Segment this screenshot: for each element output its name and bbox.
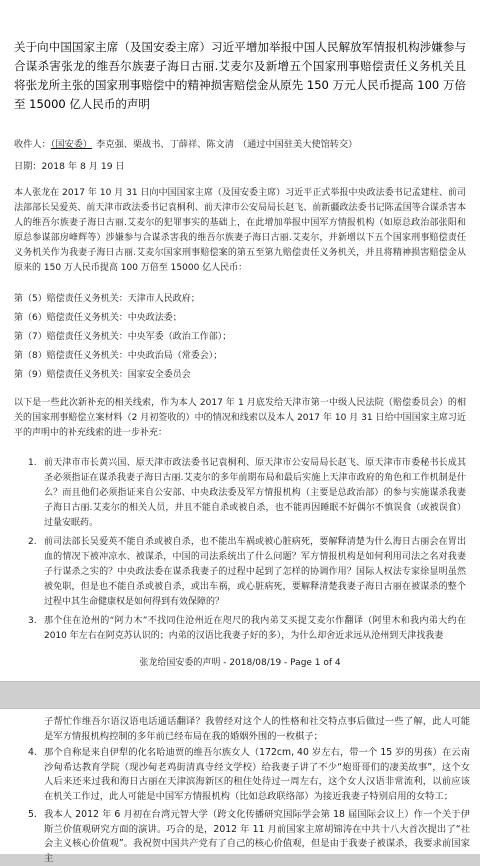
- recipient-delivery-note: （通过中国驻美大使馆转交）: [237, 139, 358, 150]
- obligor-item: 第（7）赔偿责任义务机关：中央军委（政治工作部）；: [14, 332, 232, 342]
- clue-item: [28, 614, 466, 644]
- document-date: 日期：2018 年 8 月 19 日: [14, 161, 125, 172]
- clue-number: 1.: [28, 458, 37, 468]
- clue-text: 我本人 2012 年 6 月初在台湾元智大学（跨文化传播研究国际学会第 18 届国际会议上）作一个关于伊斯兰价值观研究方面的演讲。巧合的是，2012 年 11 月前国家主席胡锦涛在中共十八大首次提出了“社会主义核心价值观”。我祝贺中国共产党有了自己的核心价值观，但是由于我妻子被谋杀，我要求前国家主: [44, 809, 470, 864]
- obligor-item: 第（9）赔偿责任义务机关：国家安全委员会: [14, 370, 191, 380]
- recipient-label: 收件人：: [14, 139, 51, 150]
- intro-paragraph: 本人张龙在 2017 年 10 月 31 日向中国国家主席（及国安委主席）习近平正式举报中央政法委书记孟建柱、前司法部部长吴爱英、前天津市政法委书记袁桐利、前天津市公安局局长赵飞、前新疆政法委书记陈孟国等合谋杀害本人的维吾尔族妻子海日古丽.艾麦尔的犯罪事实的基础上，在此增加举报中国军方情报机构（如原总政治部张阳和原总参谋部房峰辉等）涉嫌参与合谋杀害我的维吾尔族妻子海日古丽.艾麦尔，并新增以下五个国家刑事赔偿责任义务机关作为我妻子海日古丽.艾麦尔国家刑事赔偿案的第五至第九赔偿责任义务机关，并且将精神损害赔偿金从原来的 150 万人民币提高 100 万倍至 15000 亿人民币：: [14, 188, 466, 273]
- supplement-intro-paragraph: 以下是一些此次新补充的相关线索，作为本人 2017 年 1 月底发给天津市第一中级人民法院（赔偿委员会）的相关的国家刑事赔偿立案材料（2 月初签收的）中的情况和线索以及本人 2017 年 10 月 31 日给中国国家主席习近平的声明中的补充线索的进一步补充：: [14, 398, 466, 438]
- clue-item: [28, 535, 466, 610]
- obligor-item: 第（8）赔偿责任义务机关：中央政治局（常委会）；: [14, 351, 223, 361]
- document-page-2: [0, 708, 480, 864]
- page-footer: 张龙给国安委的声明 - 2018/08/19 - Page 1 of 4: [139, 658, 341, 668]
- clue-text: 那个自称是来自伊犁的化名哈迪贾的维吾尔族女人（172cm, 40 岁左右，带一个 15 岁的男孩）在云南沙甸希达教育学院（现沙甸老鸡街清真寺经文学校）给我妻子讲了不少“炮哥哥们的凄美故事”，这个女人后来还来过我和海日古丽在天津滨海新区的租住处待过一周左右，这个女人汉语非常流利，以前应该在机关工作过，此人可能是中国军方情报机构（比如总政联络部）为接近我妻子特别启用的女特工；: [44, 747, 470, 802]
- clue-number: 2.: [28, 537, 37, 547]
- obligor-item: 第（6）赔偿责任义务机关：中央政法委；: [14, 313, 182, 323]
- clue-item: [28, 746, 470, 804]
- page-separator: [0, 682, 480, 708]
- clue-item: [28, 808, 470, 864]
- clue-text: 前天津市市长黄兴国、原天津市政法委书记袁桐利、原天津市公安局局长赵飞、原天津市市委秘书长成其圣必须指证在谋杀我妻子海日古丽.艾麦尔的多年前期布局和最后实施上天津市政府的角色和工作机制是什么？而且他们必须指证来自公安部、中央政法委及军方情报机构（主要是总政治部）的参与实施谋杀我妻子海日古丽.艾麦尔的相关人员，并且不能自杀或被自杀，也不能再因睡眠不好偶尔不慎误食（或被误食）过量安眠药。: [44, 458, 466, 528]
- document-title: 关于向中国国家主席（及国安委主席）习近平增加举报中国人民解放军情报机构涉嫌参与合谋杀害张龙的维吾尔族妻子海日古丽.艾麦尔及新增五个国家刑事赔偿责任义务机关且将张龙所主张的国家刑事赔偿中的精神损害赔偿金从原先 150 万元人民币提高 100 万倍至 15000 亿人民币的声明: [14, 40, 466, 111]
- obligor-item: 第（5）赔偿责任义务机关：天津市人民政府；: [14, 294, 200, 304]
- clue-item: [28, 456, 466, 531]
- clue-number: 3.: [28, 616, 37, 626]
- recipient-names: 李克强、栗战书、丁薛祥、陈文清: [96, 139, 234, 150]
- clue-text: 前司法部长吴爱英不能自杀或被自杀，也不能出车祸或被心脏病死，要解释清楚为什么海日古丽会在胃出血的情况下被冲凉水、被谋杀，中国的司法系统出了什么问题？军方情报机构是如何利用司法之名对我妻子行谋杀之实的？中央政法委在谋杀我妻子的过程中起到了怎样的协调作用？国际人权法专家徐显明虽然被免职，但是也不能自杀或被自杀，或出车祸，或心脏病死，要解释清楚我妻子海日古丽在被谋杀的整个过程中其生命健康权是如何得到有效保障的？: [44, 537, 466, 607]
- recipient-org: （国安委）: [50, 139, 93, 150]
- clue-number: 5.: [28, 809, 37, 820]
- recipient-line: [14, 138, 466, 152]
- clue-text: 那个住在沧州的“阿力木”不找同住沧州近在咫尺的我内弟艾买提艾麦尔作翻译（阿里木和我内弟大约在 2010 年左右在阿克苏认识的；内弟的汉语比我妻子好的多），为什么却舍近求远从沧州到天津找我妻: [44, 616, 466, 641]
- clue-continuation-text: 子帮忙作维吾尔语汉语电话通话翻译？我曾经对这个人的性格和社交特点事后做过一些了解，此人可能是军方情报机构控制的多年前已经布局在我的婚姻外围的一枚棋子；: [44, 716, 470, 742]
- clue-number: 4.: [28, 747, 37, 758]
